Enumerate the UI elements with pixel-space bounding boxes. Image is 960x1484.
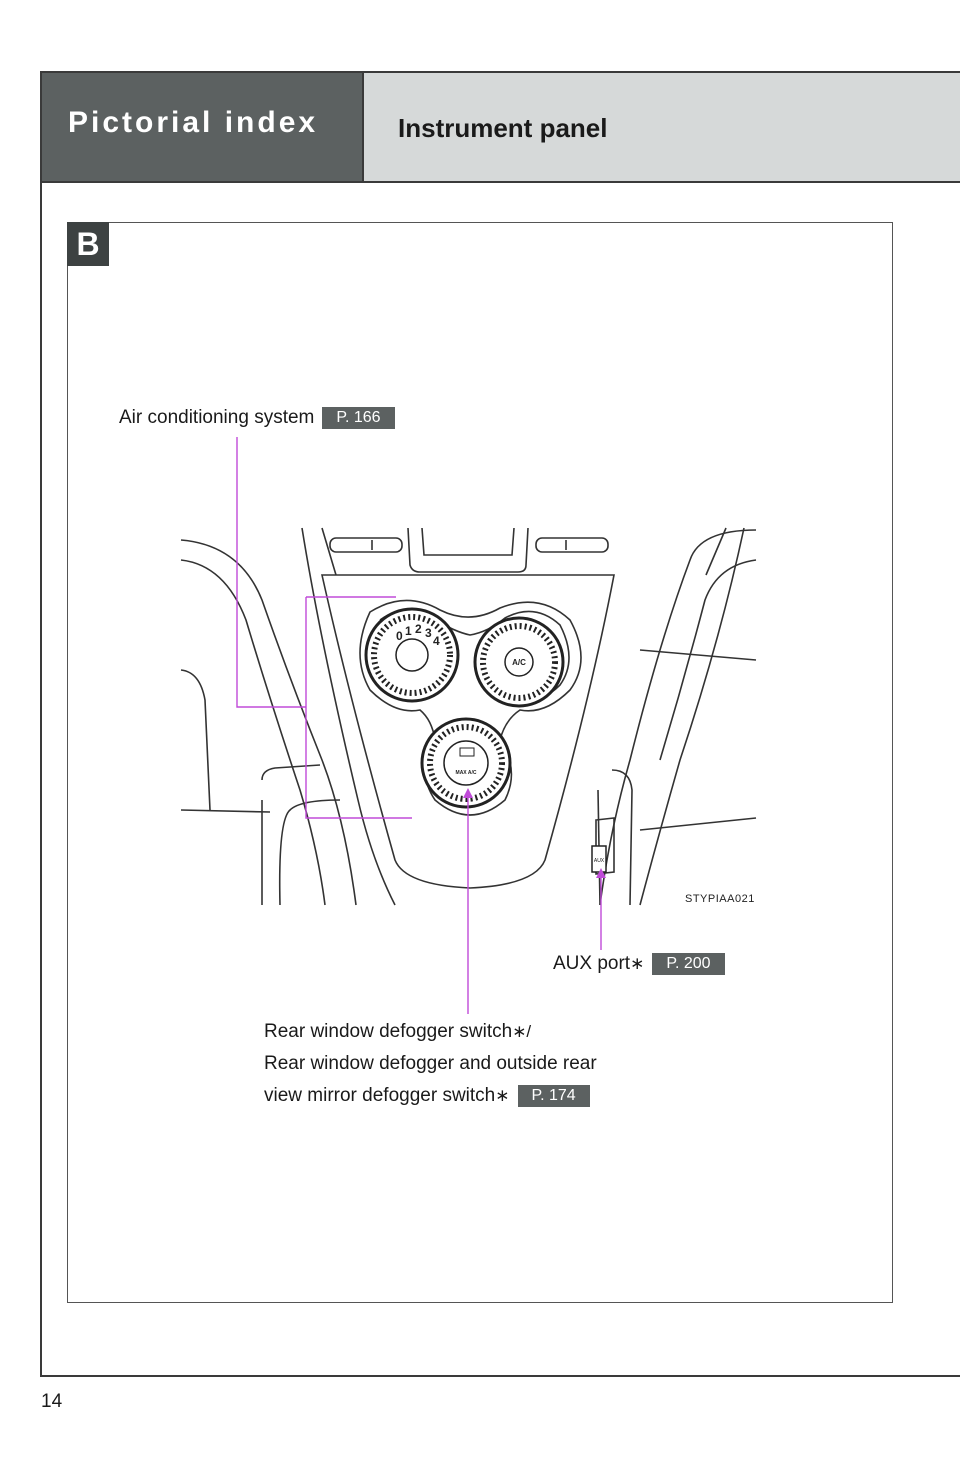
fan-speed-dial[interactable] [366,609,458,701]
ac-button-label: A/C [512,658,526,667]
fan-dial-number: 1 [405,624,412,638]
page-title: Instrument panel [398,113,608,143]
ac-system-label: Air conditioning system [119,407,315,428]
max-ac-label: MAX A/C [455,770,477,776]
rear-defogger-line3-suffix: ∗ [495,1086,510,1105]
leader-lines [237,437,601,1014]
fan-dial-number: 2 [415,622,422,636]
rear-defogger-line2: Rear window defogger and outside rear [264,1053,597,1074]
rear-defogger-button[interactable] [460,748,474,756]
image-code: STYPIAA021 [685,893,755,905]
rear-defogger-line1: Rear window defogger switch [264,1021,513,1042]
rear-defogger-callout [264,1016,597,1112]
rear-defogger-page-ref[interactable]: P. 174 [518,1085,590,1107]
air-mode-dial[interactable] [475,618,563,706]
ac-system-callout [119,402,395,434]
fan-dial-number: 3 [425,626,432,640]
aux-jack-label: AUX [593,858,605,864]
fan-dial-number: 0 [396,629,403,643]
ac-system-page-ref[interactable]: P. 166 [322,407,394,429]
section-letter: B [76,225,100,262]
aux-port-page-ref[interactable]: P. 200 [652,953,724,975]
fan-dial-number: 4 [433,634,440,648]
section-title: Pictorial index [68,106,319,139]
aux-jack[interactable] [592,846,606,872]
ac-leader-line [237,437,306,707]
aux-port-asterisk: ∗ [630,954,645,973]
aux-port-callout [553,948,725,980]
aux-port-label: AUX port [553,953,631,974]
page-number: 14 [41,1391,63,1412]
rear-defogger-line1-suffix: ∗/ [512,1022,532,1041]
rear-defogger-line3: view mirror defogger switch [264,1085,496,1106]
